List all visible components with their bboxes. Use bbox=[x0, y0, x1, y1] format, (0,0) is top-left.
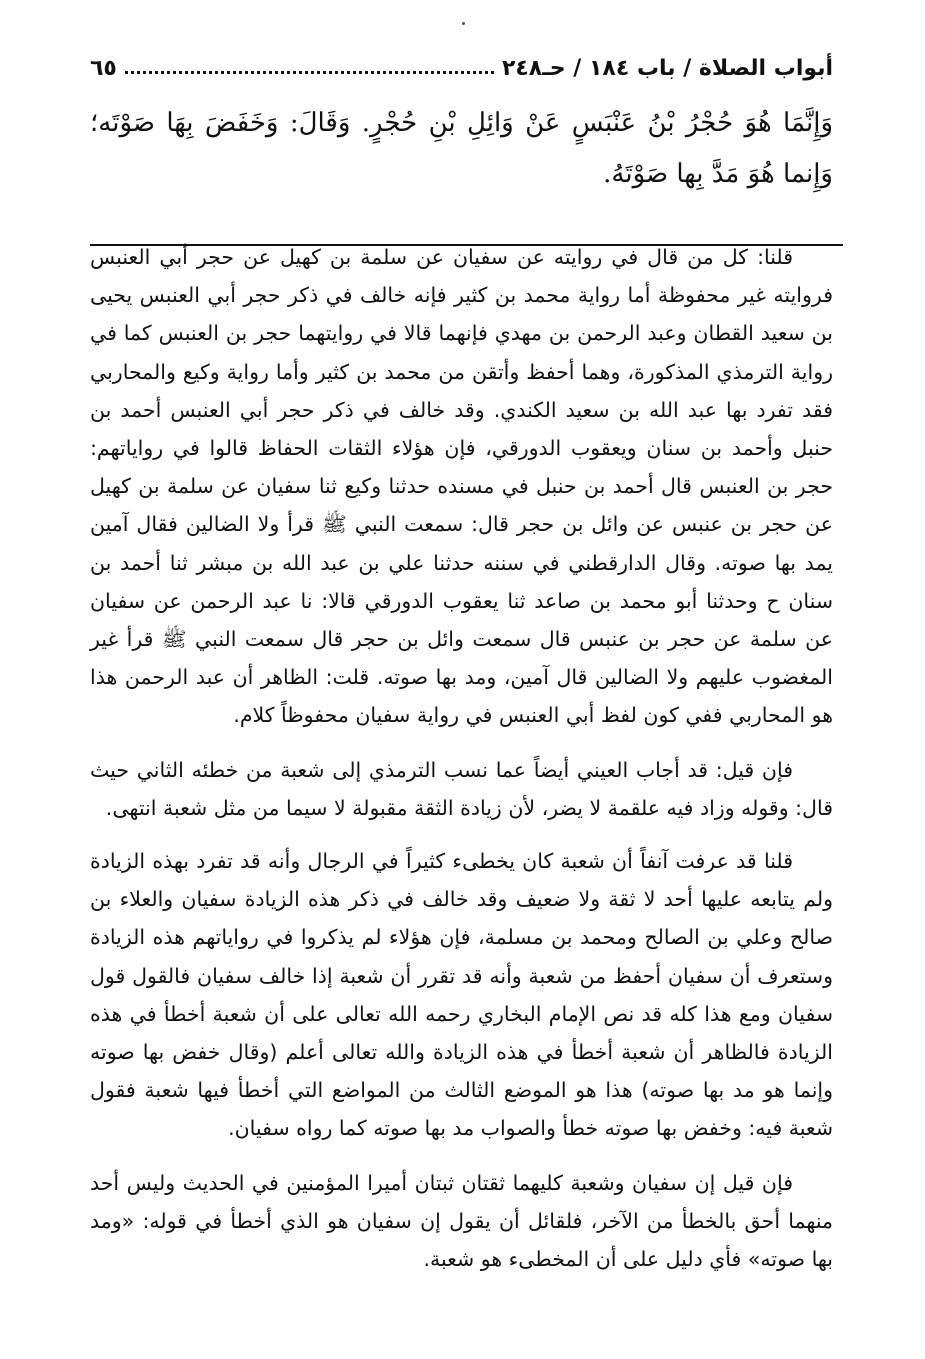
running-head-title: أبواب الصلاة / باب ١٨٤ / حـ٢٤٨ bbox=[501, 55, 833, 81]
commentary-paragraph: قلنا قد عرفت آنفاً أن شعبة كان يخطىء كثيراً في الرجال وأنه قد تفرد بهذه الزيادة ولم يتابعه عليها أحد لا ثقة ولا ضعيف وقد خالف في ذكر هذه الزيادة سفيان والعلاء بن صالح وعلي بن الصالح ومحمد بن مسلمة، فإن هؤلاء لم يذكروا في رواياتهم هذه الزيادة وستعرف أن سفيان أحفظ من شعبة وأنه قد تقرر أن شعبة إذا خالف سفيان فالقول قول سفيان ومع هذا كله قد نص الإمام البخاري رحمه الله تعالى على أن شعبة أخطأ في هذه الزيادة فالظاهر أن شعبة أخطأ في هذه الزيادة والله تعالى أعلم (وقال خفض بها صوته وإنما هو مد بها صوته) هذا هو الموضع الثالث من المواضع التي أخطأ فيها شعبة فقول شعبة فيه: وخفض بها صوته خطأ والصواب مد بها صوته كما رواه سفيان. bbox=[90, 849, 833, 1141]
hadith-text bbox=[90, 98, 833, 200]
commentary-paragraph: فإن قيل إن سفيان وشعبة كليهما ثقتان ثبتان أميرا المؤمنين في الحديث وليس أحد منهما أحق بالخطأ من الآخر، فلقائل أن يقول إن سفيان هو الذي أخطأ في قوله: «ومد بها صوته» فأي دليل على أن المخطىء هو شعبة. bbox=[90, 1170, 833, 1272]
leader-dots bbox=[125, 71, 494, 74]
page-number: ٦٥ bbox=[90, 55, 117, 81]
commentary-paragraph: فإن قيل: قد أجاب العيني أيضاً عما نسب الترمذي إلى شعبة من خطئه الثاني حيث قال: وقوله وزاد فيه علقمة لا يضر، لأن زيادة الثقة مقبولة لا سيما من مثل شعبة انتهى. bbox=[90, 757, 833, 820]
scan-speck bbox=[462, 22, 465, 25]
commentary-paragraph: قلنا: كل من قال في روايته عن سفيان عن سلمة بن كهيل عن حجر أبي العنبس فروايته غير محفوظة أما رواية محمد بن كثير فإنه خالف في ذكر حجر أبي العنبس يحيى بن سعيد القطان وعبد الرحمن بن مهدي فإنهما قالا في روايتهما حجر بن العنبس كما في رواية الترمذي المذكورة، وهما أحفظ وأتقن من محمد بن كثير وأما رواية وكيع والمحاربي فقد تفرد بها عبد الله بن سعيد الكندي. وقد خالف في ذكر حجر أبي العنبس أحمد بن حنبل وأحمد بن سنان ويعقوب الدورقي، فإن هؤلاء الثقات الحفاظ قالوا في رواياتهم: حجر بن العنبس قال أحمد بن حنبل في مسنده حدثنا وكيع ثنا سفيان عن سلمة بن كهيل عن حجر بن عنبس عن وائل بن حجر قال: سمعت النبي ﷺ قرأ ولا الضالين فقال آمين يمد بها صوته. وقال الدارقطني في سننه حدثنا علي بن عبد الله بن مبشر ثنا أحمد بن سنان ح وحدثنا أبو محمد بن صاعد ثنا يعقوب الدورقي قالا: نا عبد الرحمن عن سفيان عن سلمة عن حجر بن عنبس قال سمعت وائل بن حجر قال سمعت النبي ﷺ قرأ غير المغضوب عليهم ولا الضالين قال آمين، ومد بها صوته. قلت: الظاهر أن عبد الرحمن هذا هو المحاربي ففي كون لفظ أبي العنبس في رواية سفيان محفوظاً كلام. bbox=[90, 245, 833, 728]
running-head bbox=[90, 48, 833, 88]
hadith-text-paragraph: وَإِنَّمَا هُوَ حُجْرُ بْنُ عَنْبَسٍ عَنْ وَائِلِ بْنِ حُجْرٍ. وَقَالَ: وَخَفَضَ بِهَا صَوْتَه؛ وَإِنما هُوَ مَدَّ بِها صَوْتَهُ. bbox=[90, 108, 833, 189]
commentary bbox=[90, 238, 833, 1278]
